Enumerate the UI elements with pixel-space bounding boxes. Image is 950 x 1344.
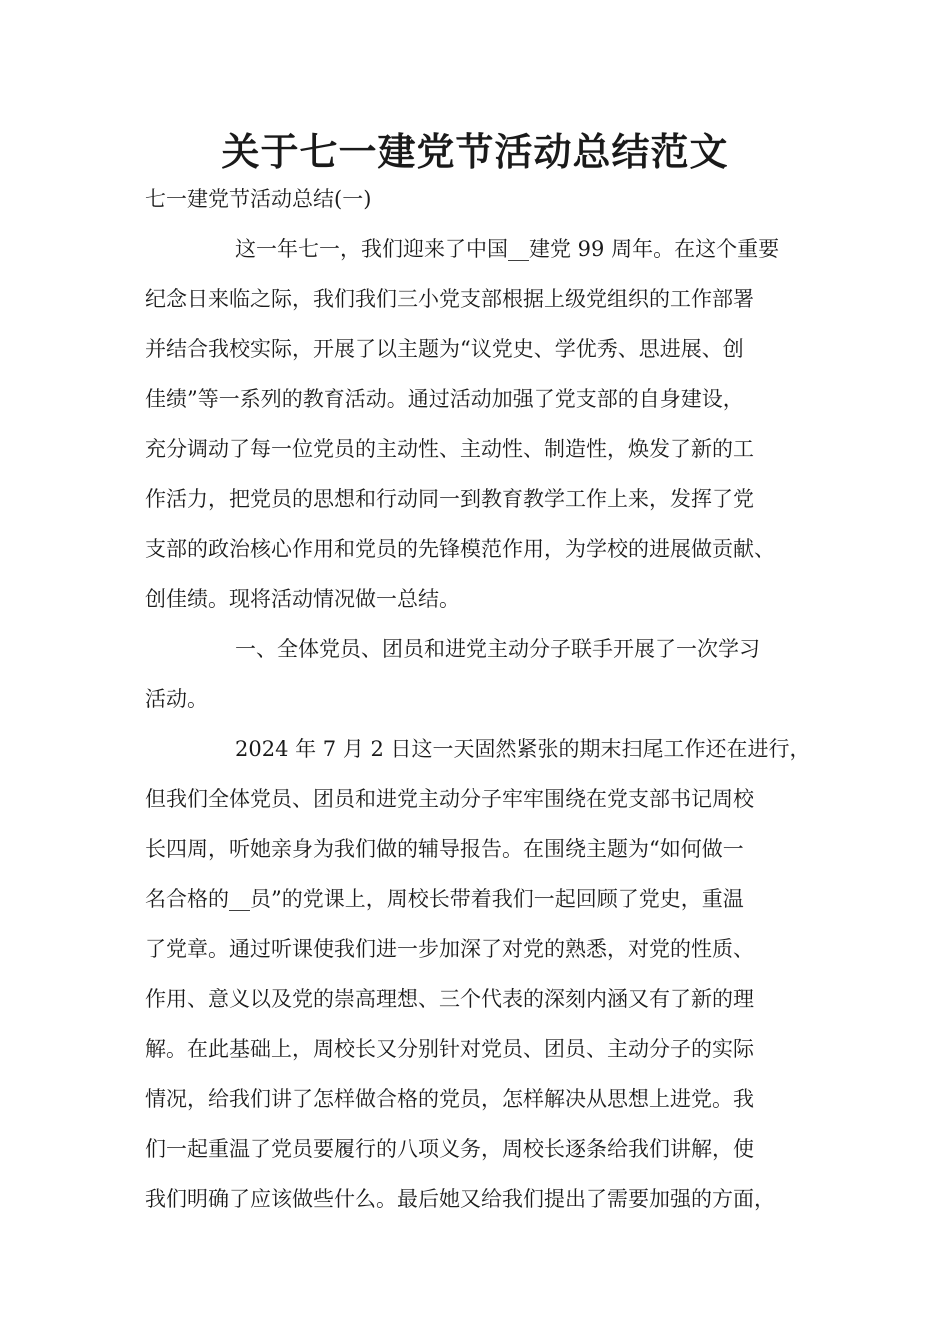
paragraph-line: 了党章。通过听课使我们进一步加深了对党的熟悉，对党的性质、 — [145, 937, 754, 961]
paragraph-line: 名合格的__员”的党课上，周校长带着我们一起回顾了党史，重温 — [145, 887, 744, 911]
document-title: 关于七一建党节活动总结范文 — [221, 130, 729, 174]
section-heading-line: 活动。 — [145, 687, 208, 711]
paragraph-line: 情况，给我们讲了怎样做合格的党员，怎样解决从思想上进党。我 — [145, 1087, 754, 1111]
paragraph-line: 但我们全体党员、团员和进党主动分子牢牢围绕在党支部书记周校 — [145, 787, 754, 811]
paragraph-line: 解。在此基础上，周校长又分别针对党员、团员、主动分子的实际 — [145, 1037, 754, 1061]
section-subtitle: 七一建党节活动总结(一) — [145, 187, 372, 211]
paragraph-line: 长四周，听她亲身为我们做的辅导报告。在围绕主题为“如何做一 — [145, 837, 744, 861]
paragraph-line: 2024 年 7 月 2 日这一天固然紧张的期末扫尾工作还在进行， — [235, 737, 811, 761]
paragraph-line: 作活力，把党员的思想和行动同一到教育教学工作上来，发挥了党 — [145, 487, 754, 511]
paragraph-line: 佳绩”等一系列的教育活动。通过活动加强了党支部的自身建设， — [145, 387, 744, 411]
paragraph-line: 这一年七一，我们迎来了中国__建党 99 周年。在这个重要 — [235, 237, 780, 261]
paragraph-line: 作用、意义以及党的崇高理想、三个代表的深刻内涵又有了新的理 — [145, 987, 754, 1011]
paragraph-line: 们一起重温了党员要履行的八项义务，周校长逐条给我们讲解，使 — [145, 1137, 754, 1161]
paragraph-line: 充分调动了每一位党员的主动性、主动性、制造性，焕发了新的工 — [145, 437, 754, 461]
paragraph-line: 支部的政治核心作用和党员的先锋模范作用，为学校的进展做贡献、 — [145, 537, 775, 561]
paragraph-line: 并结合我校实际，开展了以主题为“议党史、学优秀、思进展、创 — [145, 337, 744, 361]
paragraph-line: 我们明确了应该做些什么。最后她又给我们提出了需要加强的方面， — [145, 1187, 775, 1211]
paragraph-line: 创佳绩。现将活动情况做一总结。 — [145, 587, 460, 611]
section-heading-line: 一、全体党员、团员和进党主动分子联手开展了一次学习 — [235, 637, 760, 661]
paragraph-line: 纪念日来临之际，我们我们三小党支部根据上级党组织的工作部署 — [145, 287, 754, 311]
